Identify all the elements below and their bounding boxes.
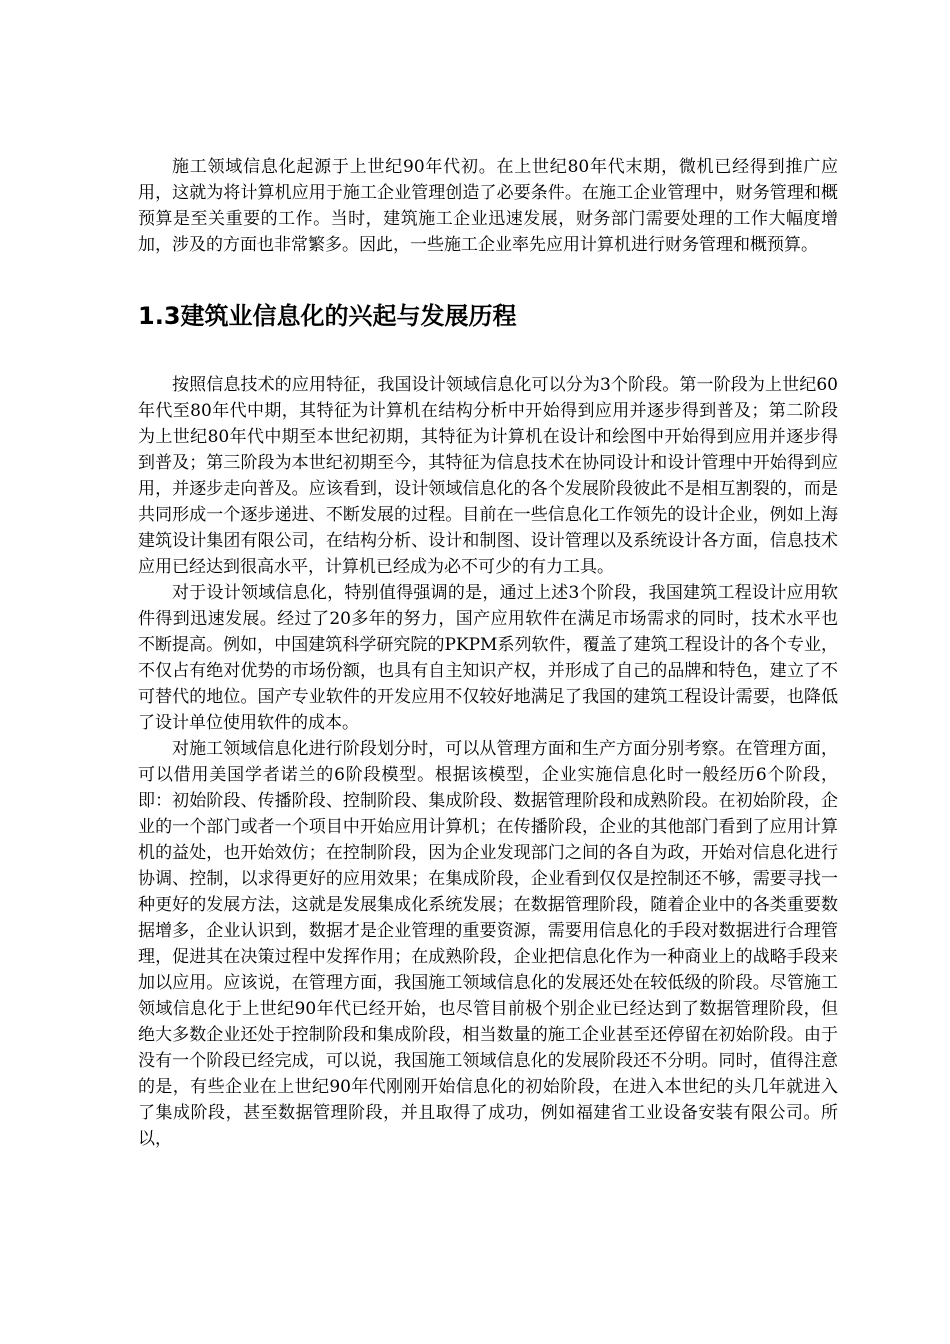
intro-paragraph: 施工领域信息化起源于上世纪90年代初。在上世纪80年代末期，微机已经得到推广应用，这就为将计算机应用于施工企业管理创造了必要条件。在施工企业管理中，财务管理和概预算是至关重要的工作。当时，建筑施工企业迅速发展，财务部门需要处理的工作大幅度增加，涉及的方面也非常繁多。因此，一些施工企业率先应用计算机进行财务管理和概预算。 [138,157,838,255]
body-paragraph-construction-stages: 对施工领域信息化进行阶段划分时，可以从管理方面和生产方面分别考察。在管理方面，可以借用美国学者诺兰的6阶段模型。根据该模型，企业实施信息化时一般经历6个阶段，即：初始阶段、传播阶段、控制阶段、集成阶段、数据管理阶段和成熟阶段。在初始阶段，企业的一个部门或者一个项目中开始应用计算机；在传播阶段，企业的其他部门看到了应用计算机的益处，也开始效仿；在控制阶段，因为企业发现部门之间的各自为政，开始对信息化进行协调、控制，以求得更好的应用效果；在集成阶段，企业看到仅仅是控制还不够，需要寻找一种更好的发展方法，这就是发展集成化系统发展；在数据管理阶段，随着企业中的各类重要数据增多，企业认识到，数据才是企业管理的重要资源，需要用信息化的手段对数据进行合理管理，促进其在决策过程中发挥作用；在成熟阶段，企业把信息化作为一种商业上的战略手段来加以应用。应该说，在管理方面，我国施工领域信息化的发展还处在较低级的阶段。尽管施工领域信息化于上世纪90年代已经开始，也尽管目前极个别企业已经达到了数据管理阶段，但绝大多数企业还处于控制阶段和集成阶段，相当数量的施工企业甚至还停留在初始阶段。由于没有一个阶段已经完成，可以说，我国施工领域信息化的发展阶段还不分明。同时，值得注意的是，有些企业在上世纪90年代刚刚开始信息化的初始阶段，在进入本世纪的头几年就进入了集成阶段，甚至数据管理阶段，并且取得了成功，例如福建省工业设备安装有限公司。所以， [138,739,838,1149]
body-paragraph-design-software: 对于设计领域信息化，特别值得强调的是，通过上述3个阶段，我国建筑工程设计应用软件得到迅速发展。经过了20多年的努力，国产应用软件在满足市场需求的同时，技术水平也不断提高。例如，中国建筑科学研究院的PKPM系列软件，覆盖了建筑工程设计的各个专业，不仅占有绝对优势的市场份额，也具有自主知识产权，并形成了自己的品牌和特色，建立了不可替代的地位。国产专业软件的开发应用不仅较好地满足了我国的建筑工程设计需要，也降低了设计单位使用软件的成本。 [138,583,838,733]
body-paragraph-design-stages: 按照信息技术的应用特征，我国设计领域信息化可以分为3个阶段。第一阶段为上世纪60年代至80年代中期，其特征为计算机在结构分析中开始得到应用并逐步得到普及；第二阶段为上世纪80年代中期至本世纪初期，其特征为计算机在设计和绘图中开始得到应用并逐步得到普及；第三阶段为本世纪初期至今，其特征为信息技术在协同设计和设计管理中开始得到应用，并逐步走向普及。应该看到，设计领域信息化的各个发展阶段彼此不是相互割裂的，而是共同形成一个逐步递进、不断发展的过程。目前在一些信息化工作领先的设计企业，例如上海建筑设计集团有限公司，在结构分析、设计和制图、设计管理以及系统设计各方面，信息技术应用已经达到很高水平，计算机已经成为必不可少的有力工具。 [138,375,838,577]
section-heading: 1.3建筑业信息化的兴起与发展历程 [138,302,517,330]
document-page [138,154,838,1152]
